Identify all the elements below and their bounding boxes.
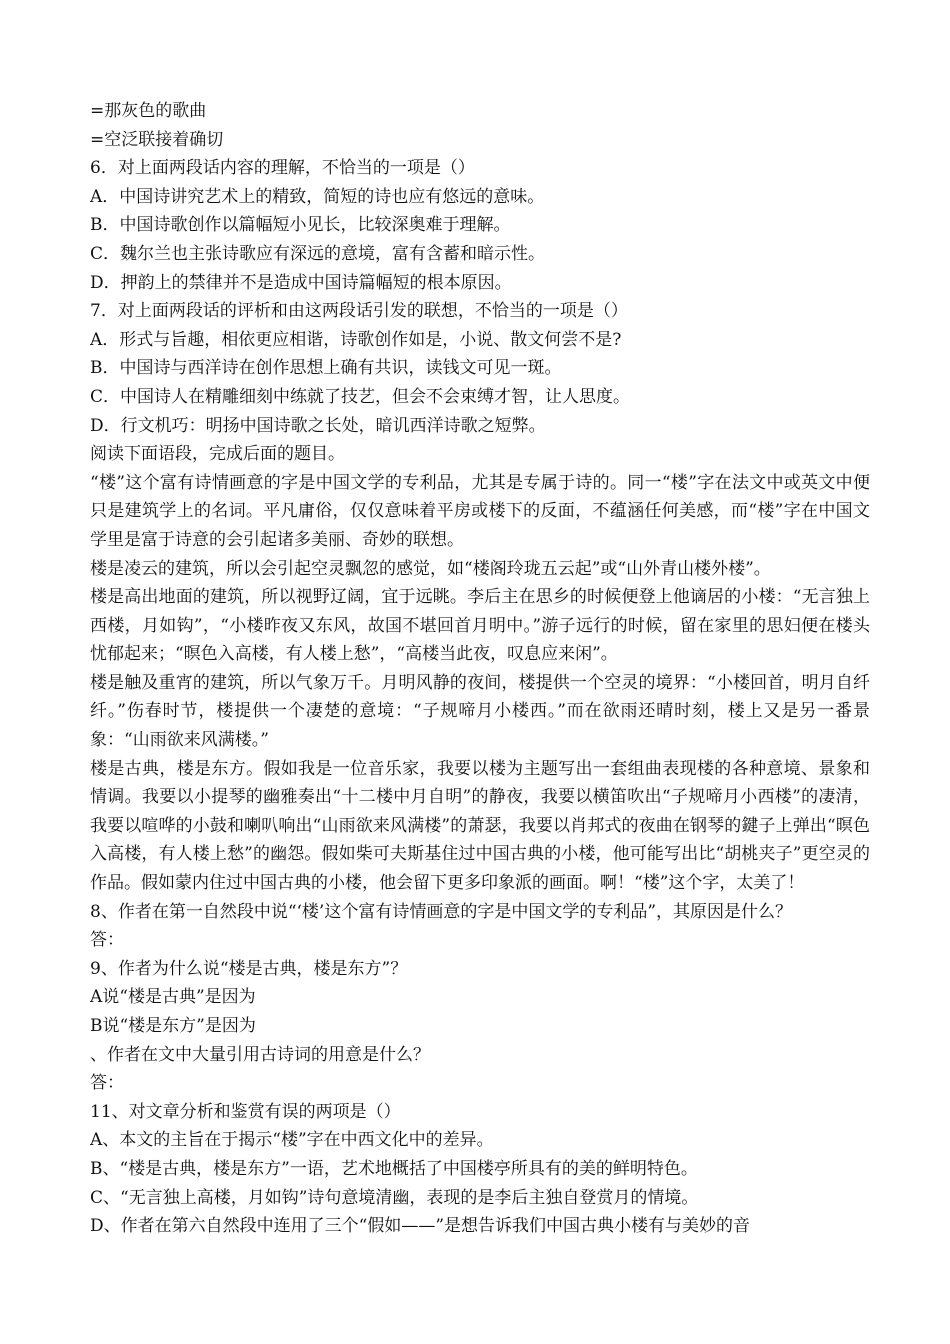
option-line: =空泛联接着确切	[90, 129, 224, 150]
question-9: 9、作者为什么说“楼是古典，楼是东方”？	[90, 958, 408, 979]
choice-7b: B．中国诗与西洋诗在创作思想上确有共识，读钱文可见一斑。	[90, 358, 562, 379]
reading-instruction: 阅读下面语段，完成后面的题目。	[90, 444, 345, 465]
passage-paragraph-2: 楼是凌云的建筑，所以会引起空灵飘忽的感觉，如“楼阁玲珑五云起”或“山外青山楼外楼”。	[90, 558, 771, 579]
choice-11a: A、本文的主旨在于揭示“楼”字在中西文化中的差异。	[90, 1130, 494, 1151]
choice-6d: D．押韵上的禁律并不是造成中国诗篇幅短的根本原因。	[90, 272, 512, 293]
passage-paragraph-1: “楼”这个富有诗情画意的字是中国文学的专利品，尤其是专属于诗的。同一“楼”字在法文中或英文中便只是建筑学上的名词。平凡庸俗，仅仅意味着平房或楼下的反面，不蕴涵任何美感，而“楼”字在中国文学里是富于诗意的会引起诸多美丽、奇妙的联想。	[90, 472, 870, 550]
choice-11c: C、“无言独上高楼，月如钩”诗句意境清幽，表现的是李后主独自登赏月的情境。	[90, 1187, 699, 1208]
document-page	[90, 97, 870, 1241]
question-9a: A说“楼是古典”是因为	[90, 987, 256, 1008]
question-10: 、作者在文中大量引用古诗词的用意是什么？	[90, 1044, 430, 1065]
option-line: =那灰色的歌曲	[90, 101, 207, 121]
choice-11d: D、作者在第六自然段中连用了三个“假如——”是想告诉我们中国古典小楼有与美妙的音	[90, 1216, 751, 1237]
choice-6a: A．中国诗讲究艺术上的精致，简短的诗也应有悠远的意味。	[90, 186, 545, 207]
choice-7a: A．形式与旨趣，相依更应相谐，诗歌创作如是，小说、散文何尝不是?	[90, 329, 622, 350]
question-6: 6．对上面两段话内容的理解，不恰当的一项是（）	[90, 158, 475, 179]
passage-paragraph-5: 楼是古典，楼是东方。假如我是一位音乐家，我要以楼为主题写出一套组曲表现楼的各种意境、景象和情调。我要以小提琴的幽雅奏出“十二楼中月自明”的静夜，我要以横笛吹出“子规啼月小西楼”的凄清，我要以喧哗的小鼓和喇叭响出“山雨欲来风满楼”的萧瑟，我要以肖邦式的夜曲在钢琴的鍵子上弹出“暝色入高楼，有人楼上愁”的幽怨。假如柴可夫斯基住过中国古典的小楼，他可能写出比“胡桃夹子”更空灵的作品。假如蒙内住过中国古典的小楼，他会留下更多印象派的画面。啊！“楼”这个字，太美了！	[90, 758, 870, 894]
passage-paragraph-3: 楼是高出地面的建筑，所以视野辽阔，宜于远眺。李后主在思乡的时候便登上他谪居的小楼：“无言独上西楼，月如钩”，“小楼昨夜又东风，故国不堪回首月明中。”游子远行的时候，留在家里的思妇便在楼头忧郁起来；“暝色入高楼，有人楼上愁”，“高楼当此夜，叹息应来闲”。	[90, 587, 870, 665]
choice-6c: C．魏尔兰也主张诗歌应有深远的意境，富有含蓄和暗示性。	[90, 243, 546, 264]
question-9b: B说“楼是东方”是因为	[90, 1016, 256, 1036]
choice-11b: B、“楼是古典，楼是东方”一语，艺术地概括了中国楼亭所具有的美的鲜明特色。	[90, 1158, 698, 1179]
question-7: 7．对上面两段话的评析和由这两段话引发的联想，不恰当的一项是（）	[90, 301, 628, 322]
choice-7d: D．行文机巧：明扬中国诗歌之长处，暗讥西洋诗歌之短弊。	[90, 415, 546, 436]
answer-label: 答：	[90, 1073, 124, 1094]
choice-7c: C．中国诗人在精雕细刻中练就了技艺，但会不会束缚才智，让人思度。	[90, 386, 631, 407]
choice-6b: B．中国诗歌创作以篇幅短小见长，比较深奥难于理解。	[90, 215, 511, 236]
passage-paragraph-4: 楼是触及重宵的建筑，所以气象万千。月明风静的夜间，楼提供一个空灵的境界：“小楼回首，明月自纤纤。”伤春时节，楼提供一个凄楚的意境：“子规啼月小楼西。”而在欲雨还晴时刻，楼上又是另一番景象：“山雨欲来风满楼。”	[90, 672, 870, 751]
question-8: 8、作者在第一自然段中说“‘楼’这个富有诗情画意的字是中国文学的专利品”，其原因是什么？	[90, 901, 793, 922]
question-11: 11、对文章分析和鉴赏有误的两项是（）	[90, 1101, 401, 1122]
answer-label: 答：	[90, 930, 124, 951]
